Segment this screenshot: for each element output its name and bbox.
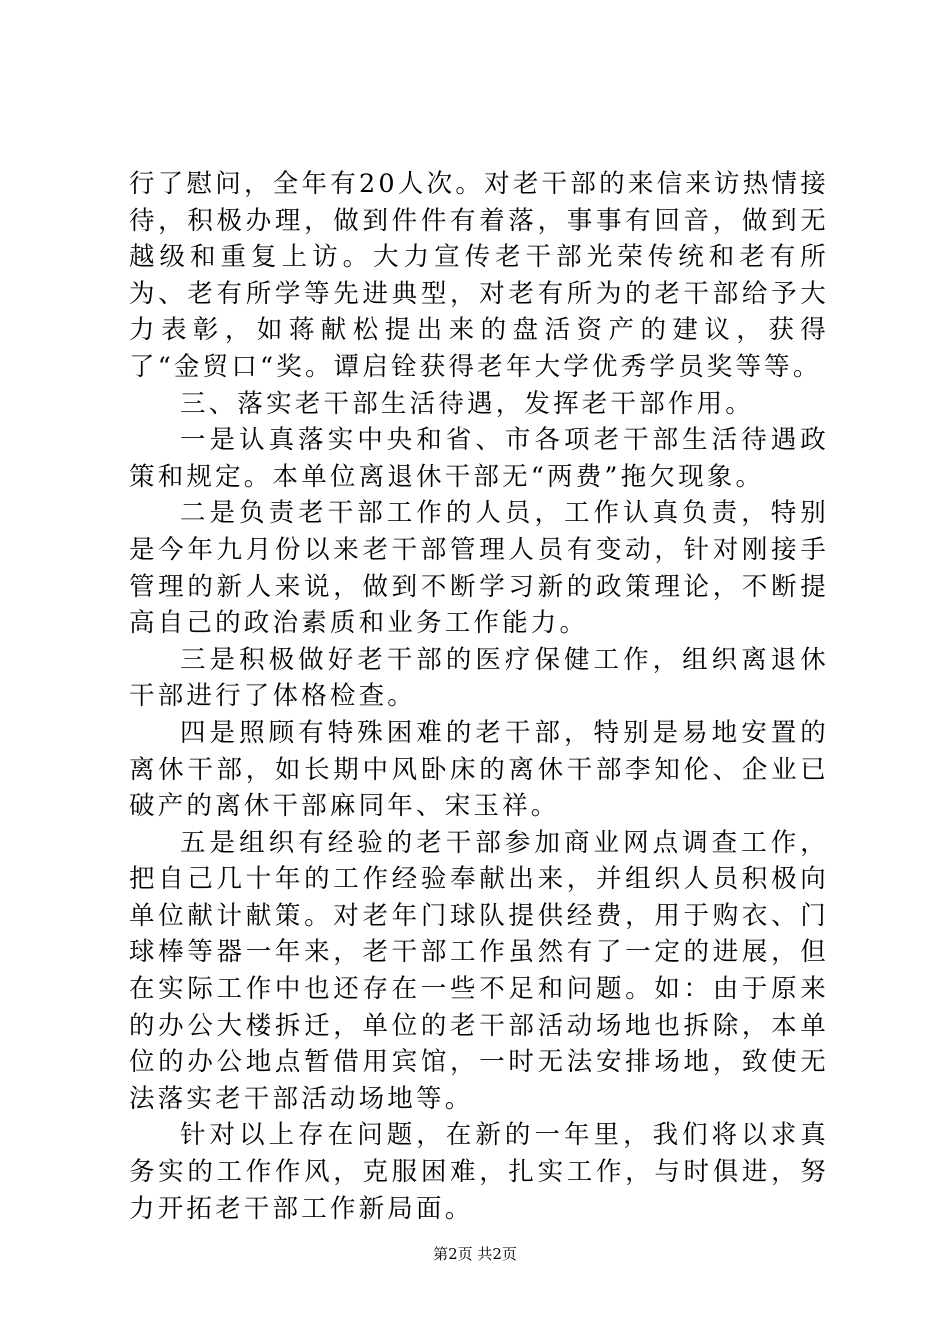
paragraph-item-4: 四是照顾有特殊困难的老干部，特别是易地安置的离休干部，如长期中风卧床的离休干部李知伦、企业已破产的离休干部麻同年、宋玉祥。 <box>129 717 829 822</box>
paragraph-item-5: 五是组织有经验的老干部参加商业网点调查工作，把自己几十年的工作经验奉献出来，并组织人员积极向单位献计献策。对老年门球队提供经费，用于购衣、门球棒等器一年来，老干部工作虽然有了一定的进展，但在实际工作中也还存在一些不足和问题。如：由于原来的办公大楼拆迁，单位的老干部活动场地也拆除，本单位的办公地点暂借用宾馆，一时无法安排场地，致使无法落实老干部活动场地等。 <box>129 827 829 1114</box>
page-number-footer: 第2页 共2页 <box>433 1245 517 1263</box>
paragraph-item-2: 二是负责老干部工作的人员，工作认真负责，特别是今年九月份以来老干部管理人员有变动，针对刚接手管理的新人来说，做到不断学习新的政策理论，不断提高自己的政治素质和业务工作能力。 <box>129 498 829 639</box>
paragraph-conclusion: 针对以上存在问题，在新的一年里，我们将以求真务实的工作作风，克服困难，扎实工作，与时俱进，努力开拓老干部工作新局面。 <box>129 1120 829 1224</box>
paragraph-continuation: 行了慰问，全年有20人次。对老干部的来信来访热情接待，积极办理，做到件件有着落，事事有回音，做到无越级和重复上访。大力宣传老干部光荣传统和老有所为、老有所学等先进典型，对老有所为的老干部给予大力表彰，如蒋献松提出来的盘活资产的建议，获得了“金贸口“奖。谭启铨获得老年大学优秀学员奖等等。 <box>129 169 829 382</box>
section-heading: 三、落实老干部生活待遇，发挥老干部作用。 <box>180 388 755 419</box>
document-body <box>129 166 829 1227</box>
paragraph-item-3: 三是积极做好老干部的医疗保健工作，组织离退休干部进行了体格检查。 <box>129 644 829 712</box>
paragraph-item-1: 一是认真落实中央和省、市各项老干部生活待遇政策和规定。本单位离退休干部无“两费”拖欠现象。 <box>129 425 829 492</box>
